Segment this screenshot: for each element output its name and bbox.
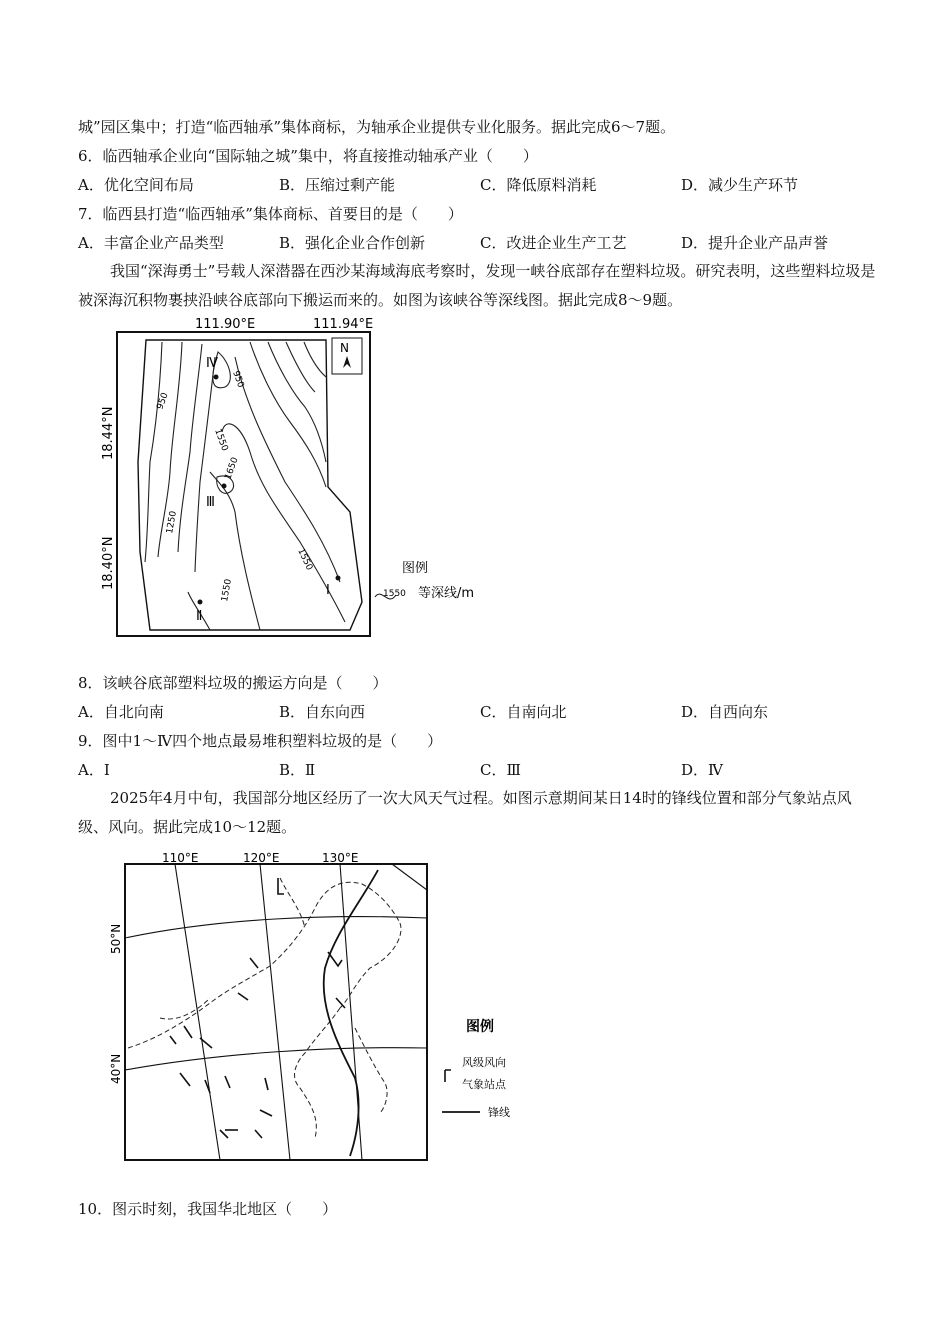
q8-stem: 8．该峡谷底部塑料垃圾的搬运方向是（ ） [78, 674, 388, 692]
q6-option-c: C．降低原料消耗 [480, 176, 597, 194]
map1-legend-label: 等深线/m [418, 586, 475, 601]
map1-lat-bottom: 18.40°N [101, 536, 116, 590]
q7-option-a: A．丰富企业产品类型 [78, 234, 224, 252]
map1-contour-label: 1650 [223, 456, 241, 482]
map1-legend-title: 图例 [402, 561, 429, 576]
map2-lat-50: 50°N [109, 923, 123, 954]
wind-barb [328, 952, 342, 966]
map1-legend-value: 1550 [383, 589, 406, 599]
contour-line [286, 342, 315, 392]
map2-lon-110: 110°E [162, 851, 199, 865]
q8-option-b: B．自东向西 [279, 703, 366, 721]
q7-option-b: B．强化企业合作创新 [279, 234, 426, 252]
q6-stem: 6．临西轴承企业向“国际轴之城”集中，将直接推动轴承产业（ ） [78, 147, 538, 165]
contour-line [210, 472, 260, 630]
contour-line [145, 342, 162, 562]
wind-barb [220, 1130, 228, 1138]
map2-lon-120: 120°E [243, 851, 280, 865]
map1-lon-right: 111.94°E [313, 317, 374, 332]
wind-barb [255, 1130, 262, 1138]
wind-barb [250, 958, 258, 968]
q8-option-c: C．自南向北 [480, 703, 567, 721]
q6-option-d: D．减少生产环节 [681, 176, 799, 194]
map2-legend-front: 锋线 [488, 1106, 510, 1119]
wind-barb [225, 1076, 230, 1088]
q8-option-a: A．自北向南 [78, 703, 164, 721]
point-iv-dot [214, 375, 219, 380]
map1-contour-label: 950 [155, 391, 171, 412]
q6-option-b: B．压缩过剩产能 [279, 176, 396, 194]
map1-contour-label: 950 [230, 369, 246, 390]
front-wind-map [100, 848, 530, 1168]
map2-legend-station: 气象站点 [462, 1078, 506, 1091]
wind-barb [180, 1073, 190, 1086]
q8-option-d: D．自西向东 [681, 703, 769, 721]
contour-line [304, 342, 326, 377]
point-iii-label: Ⅲ [206, 495, 215, 510]
wind-barb [170, 1036, 176, 1044]
map2-legend-wind: 风级风向 [462, 1056, 506, 1069]
point-ii-label: Ⅱ [196, 609, 203, 624]
point-ii-dot [198, 600, 203, 605]
q9-option-a: A．Ⅰ [78, 761, 110, 779]
map2-graticule [125, 864, 427, 1160]
map2-legend-title: 图例 [466, 1019, 494, 1035]
point-i-dot [336, 576, 341, 581]
point-i-label: Ⅰ [326, 583, 330, 598]
q10-stem: 10．图示时刻，我国华北地区（ ） [78, 1200, 338, 1218]
wind-barb [184, 1026, 192, 1038]
point-iii-dot [222, 484, 227, 489]
map2-lat-40: 40°N [109, 1053, 123, 1084]
map2-frame [125, 864, 427, 1160]
north-label: N [340, 341, 349, 355]
q6-option-a: A．优化空间布局 [78, 176, 194, 194]
map2-lon-130: 130°E [322, 851, 359, 865]
map1-contour-label: 1550 [212, 427, 230, 453]
q9-option-c: C．Ⅲ [480, 761, 521, 779]
map1-contour-label: 1250 [165, 510, 179, 535]
q9-option-d: D．Ⅳ [681, 761, 724, 779]
q7-stem: 7．临西县打造“临西轴承”集体商标、首要目的是（ ） [78, 205, 463, 223]
wind-barb [265, 1078, 268, 1090]
intro-tail: 城”园区集中；打造“临西轴承”集体商标，为轴承企业提供专业化服务。据此完成6～7题。 [78, 118, 676, 136]
passage-deep-sea: 我国“深海勇士”号载人深潜器在西沙某海域海底考察时，发现一峡谷底部存在塑料垃圾。研究表明，这些塑料垃圾是被深海沉积物裹挟沿峡谷底部向下搬运而来的。如图为该峡谷等深线图。据此完成8～9题。 [78, 262, 876, 309]
wind-barb [336, 998, 345, 1008]
contour-line [178, 344, 202, 552]
q7-option-c: C．改进企业生产工艺 [480, 234, 627, 252]
contour-line [195, 357, 215, 572]
q7-option-d: D．提升企业产品声誉 [681, 234, 829, 252]
wind-barb [260, 1110, 272, 1116]
contour-line [235, 357, 340, 582]
map1-lon-left: 111.90°E [195, 317, 256, 332]
wind-barb [238, 993, 248, 1000]
passage-wind: 2025年4月中旬，我国部分地区经历了一次大风天气过程。如图示意期间某日14时的锋线位置和部分气象站点风级、风向。据此完成10～12题。 [78, 789, 852, 836]
point-iv-label: Ⅳ [206, 356, 218, 371]
map1-contour-label: 1550 [295, 547, 315, 573]
q9-stem: 9．图中1～Ⅳ四个地点最易堆积塑料垃圾的是（ ） [78, 732, 443, 750]
q9-option-b: B．Ⅱ [279, 761, 316, 779]
canyon-contour-map [100, 312, 500, 642]
legend-wind-symbol [445, 1070, 451, 1082]
map1-contour-label: 1550 [220, 578, 234, 603]
map1-lat-top: 18.44°N [101, 406, 116, 460]
